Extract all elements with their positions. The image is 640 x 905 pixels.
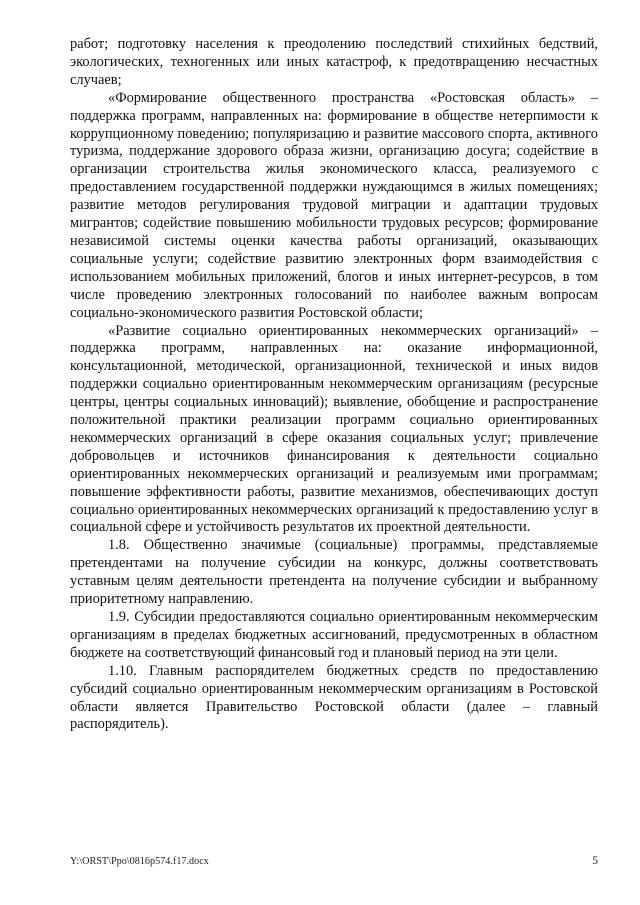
document-body bbox=[70, 36, 598, 734]
paragraph-clause-1-10: 1.10. Главным распорядителем бюджетных средств по предоставлению субсидий социально ориентированным некоммерческим организациям в Ростовской области является Правительство Ростовской области (далее – главный распорядитель). bbox=[70, 662, 598, 733]
paragraph-continuation: работ; подготовку населения к преодолению последствий стихийных бедствий, экологических, техногенных или иных катастроф, к предотвращению несчастных случаев; bbox=[70, 36, 598, 88]
footer-file-path: Y:\ORST\Ppo\0816p574.f17.docx bbox=[70, 856, 209, 867]
paragraph-clause-1-9: 1.9. Субсидии предоставляются социально ориентированным некоммерческим организациям в пределах бюджетных ассигнований, предусмотренных в областном бюджете на соответствующий финансовый год и плановый период на эти цели. bbox=[70, 609, 598, 661]
paragraph-nko-development: «Развитие социально ориентированных некоммерческих организаций» – поддержка программ, направленных на: оказание информационной, консультационной, методической, организационной, технической и иных видов поддержки социально ориентированным некоммерческим организациям (ресурсные центры, центры социальных инноваций); выявление, обобщение и распространение положительной практики реализации программ социально ориентированных некоммерческих организаций в сфере оказания социальных услуг; привлечение добровольцев и источников финансирования к деятельности социально ориентированных некоммерческих организаций и реализуемым ими программам; повышение эффективности работы, развитие механизмов, обеспечивающих доступ социально ориентированных некоммерческих организаций к предоставлению услуг в социальной сфере и устойчивость результатов их проектной деятельности. bbox=[70, 322, 598, 536]
paragraph-clause-1-8: 1.8. Общественно значимые (социальные) программы, представляемые претендентами на получение субсидии на конкурс, должны соответствовать уставным целям деятельности претендента на получение субсидии и выбранному приоритетному направлению. bbox=[70, 537, 598, 608]
page-number: 5 bbox=[592, 855, 598, 867]
paragraph-public-space: «Формирование общественного пространства «Ростовская область» – поддержка программ, направленных на: формирование в обществе нетерпимости к коррупционному поведению; популяризацию и развитие массового спорта, активного туризма, поддержание здорового образа жизни, организацию досуга; содействие в организации строительства жилья экономического класса, реализуемого с предоставлением государственной поддержки нуждающимся в жилых помещениях; развитие методов регулирования трудовой миграции и адаптации трудовых мигрантов; содействие повышению мобильности трудовых ресурсов; формирование независимой системы оценки качества работы организаций, оказывающих социальные услуги; содействие развитию электронных форм взаимодействия с использованием мобильных приложений, блогов и иных интернет-ресурсов, в том числе проведению электронных голосований по наиболее важным вопросам социально-экономического развития Ростовской области; bbox=[70, 89, 598, 321]
